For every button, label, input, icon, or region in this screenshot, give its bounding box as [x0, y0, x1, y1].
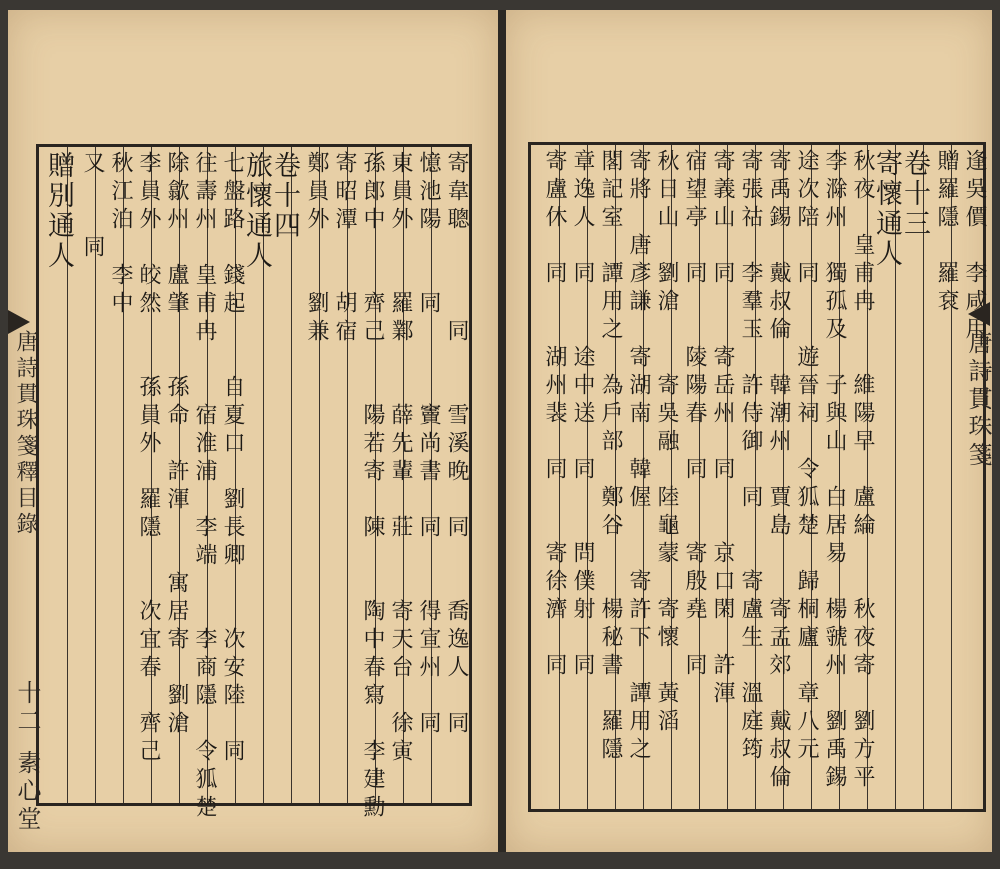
section-heading: 寄懷通人 [871, 149, 902, 269]
fishtail-mark [8, 310, 30, 334]
margin-book-title: 唐詩貫珠箋 [964, 330, 992, 470]
toc-column: 又 同 [80, 151, 105, 263]
toc-column: 憶池陽 同 竇尚書 同 得宣州 同 [416, 151, 441, 739]
toc-column: 寄張祜 李羣玉 許侍御 同 寄盧生 溫庭筠 [738, 149, 763, 765]
section-heading: 贈別通人 [43, 151, 74, 271]
toc-column: 孫郎中 齊己 陽若寄 陳 陶中春寫 李建勳 [360, 151, 385, 823]
toc-column: 寄昭潭 胡宿 [332, 151, 357, 347]
toc-column: 寄禹錫 戴叔倫 韓潮州 賈島 寄孟郊 戴叔倫 [766, 149, 791, 793]
margin-page-number: 十二 [13, 680, 41, 736]
toc-column: 閣記室 譚用之 為戶部 鄭谷 楊秘書 羅隱 [598, 149, 623, 765]
column-rule [291, 147, 292, 803]
toc-column: 七盤路 錢起 自夏口 劉長卿 次安陸 同 [220, 151, 245, 767]
toc-column: 李員外 皎然 孫員外 羅隱 次宜春 齊己 [136, 151, 161, 767]
toc-column: 李滁州 獨孤及 子與山 白居易 楊虢州 劉禹錫 [822, 149, 847, 793]
toc-column: 寄韋聰 同 雪溪晚 同 喬逸人 同 [444, 151, 469, 739]
volume-heading: 卷十四 [269, 151, 300, 241]
toc-column: 途次陪 同 遊晉祠 令狐楚 歸桐廬 章八元 [794, 149, 819, 765]
left-page-frame [36, 144, 472, 823]
toc-column: 贈羅隱 羅袞 [934, 149, 959, 317]
toc-column: 寄義山 同 寄岳州 同 京口閑 許渾 [710, 149, 735, 709]
margin-publisher: 素心堂 [13, 750, 41, 834]
toc-column: 秋日山 劉滄 寄吳融 陸龜蒙 寄懷 黃滔 [654, 149, 679, 737]
toc-column: 秋江泊 李中 [108, 151, 133, 319]
column-rule [923, 145, 924, 809]
section-heading: 旅懷通人 [241, 151, 272, 271]
toc-column: 寄將 唐彥謙 寄湖南 韓偓 寄許下 譚用之 [626, 149, 651, 765]
toc-column: 鄭員外 劉兼 [304, 151, 329, 347]
toc-column: 章逸人 同 途中送 同 問僕射 同 [570, 149, 595, 681]
right-page-frame [528, 142, 986, 812]
toc-column: 逢吳價 李咸用 [962, 149, 987, 345]
left-page [8, 10, 498, 852]
margin-book-title: 唐詩貫珠箋釋目錄 [13, 330, 38, 538]
toc-column: 除歙州 盧肇 孫命 許渾 寓居寄 劉滄 [164, 151, 189, 739]
volume-heading: 卷十三 [899, 149, 930, 239]
fishtail-mark [968, 302, 990, 326]
toc-column: 秋夜 皇甫冉 維陽早 盧綸 秋夜寄 劉方平 [850, 149, 875, 793]
right-page [506, 10, 992, 852]
toc-column: 宿望亭 同 陵陽春 同 寄殷堯 同 [682, 149, 707, 681]
toc-column: 往壽州 皇甫冉 宿淮浦 李端 李商隱 令狐楚 [192, 151, 217, 823]
toc-column: 東員外 羅鄴 薛先輩 莊 寄天台 徐寅 [388, 151, 413, 767]
book-gutter [498, 10, 506, 852]
toc-column: 寄盧休 同 湖州裴 同 寄徐濟 同 [542, 149, 567, 681]
